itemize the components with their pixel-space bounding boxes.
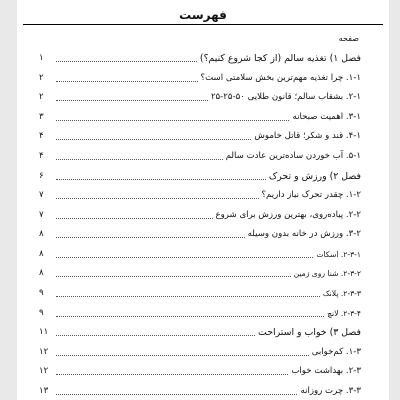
- toc-subsection-row: [39, 307, 361, 319]
- toc-section-row: [39, 72, 361, 84]
- toc-section-row: [39, 111, 361, 123]
- toc-page-number: ۸: [39, 248, 44, 259]
- toc-page-number: ۷: [39, 209, 44, 220]
- toc-chapter-row: [39, 52, 361, 64]
- toc-page-number: ۳: [39, 111, 44, 122]
- toc-entry-label: ۱-۲. چقدر تحرک نیاز داریم؟: [261, 190, 361, 201]
- toc-section-row: [39, 189, 361, 201]
- toc-page-number: ۱۳: [39, 386, 49, 396]
- toc-page-number: ۷: [39, 190, 44, 201]
- toc-page-number: ۴: [39, 131, 44, 142]
- dot-leader: [56, 394, 297, 395]
- toc-entry-label: ۳-۲. ورزش در خانه بدون وسیله: [247, 229, 361, 240]
- toc-section-row: [39, 365, 361, 377]
- toc-page-number: ۴: [39, 150, 44, 161]
- toc-title: فهرست: [179, 8, 227, 22]
- toc-page-number: ۸: [39, 229, 44, 240]
- dot-leader: [56, 81, 198, 82]
- toc-chapter-row: [39, 170, 361, 182]
- toc-page-number: ۱: [39, 53, 44, 63]
- toc-section-row: [39, 346, 361, 358]
- dot-leader: [56, 198, 259, 199]
- toc-entry-label: ۵-۱. آب خوردن ساده‌ترین عادت سالم: [225, 150, 361, 161]
- toc-entry-label: فصل ۳) خواب و استراحت: [257, 327, 361, 339]
- toc-section-row: [39, 228, 361, 240]
- dot-leader: [56, 218, 213, 219]
- toc-subsection-row: [39, 267, 361, 279]
- toc-entry-label: ۲-۳-۲. شنا روی زمین: [293, 269, 361, 279]
- toc-entry-label: ۲-۲. پیاده‌روی، بهترین ورزش برای شروع: [215, 209, 361, 220]
- toc-entry-label: ۴-۱. قند و شکر؛ قاتل خاموش: [254, 131, 361, 142]
- dot-leader: [56, 179, 266, 180]
- dot-leader: [56, 237, 245, 238]
- toc-entry-label: ۳-۳. چرت روزانه: [300, 386, 361, 396]
- document-page: [17, 0, 389, 400]
- toc-entry-label: فصل ۲) ورزش و تحرک: [268, 170, 361, 182]
- toc-page-number: ۲: [39, 72, 44, 83]
- toc-entry-label: ۲-۱. بشقاب سالم؛ قانون طلایی ۵۰-۲۵-۲۵: [210, 92, 361, 103]
- toc-page-number: ۸: [39, 268, 44, 279]
- toc-entry-label: ۱-۱. چرا تغذیه مهم‌ترین بخش سلامتی است؟: [200, 72, 361, 83]
- toc-subsection-row: [39, 248, 361, 260]
- toc-subsection-row: [39, 287, 361, 299]
- dot-leader: [56, 100, 208, 101]
- dot-leader: [56, 276, 291, 277]
- toc-page-number: ۱۲: [39, 346, 49, 357]
- toc-chapter-row: [39, 326, 361, 338]
- toc-entry-label: ۲-۳-۱. اسکات: [316, 249, 361, 259]
- toc-section-row: [39, 130, 361, 142]
- toc-page-number: ۶: [39, 170, 44, 181]
- toc-entry-label: فصل ۱) تغذیه سالم (از کجا شروع کنیم؟): [199, 53, 361, 64]
- toc-section-row: [39, 91, 361, 103]
- title-divider: [23, 24, 383, 25]
- toc-entry-label: ۲-۳-۳. پلانک: [322, 289, 361, 299]
- toc-entry-label: ۲-۳-۴. لانچ: [327, 308, 361, 318]
- dot-leader: [56, 296, 320, 297]
- dot-leader: [56, 139, 251, 140]
- dot-leader: [56, 61, 197, 62]
- toc-entry-label: ۲-۳. بهداشت خواب: [291, 366, 361, 377]
- toc-section-row: [39, 209, 361, 221]
- dot-leader: [56, 374, 288, 375]
- toc-entry-label: ۳-۱. اهمیت صبحانه: [292, 111, 361, 122]
- dot-leader: [56, 120, 289, 121]
- dot-leader: [56, 159, 223, 160]
- toc-page-number: ۹: [39, 307, 44, 318]
- toc-page-number: ۱۱: [39, 327, 49, 338]
- toc-page-number: ۲: [39, 92, 44, 103]
- toc-page-number: ۱۲: [39, 366, 49, 377]
- page-column-header: صفحه: [338, 34, 359, 43]
- dot-leader: [56, 355, 309, 356]
- toc-entry-label: ۱-۳. کم‌خوابی: [311, 346, 361, 357]
- dot-leader: [56, 335, 255, 336]
- toc-section-row: [39, 150, 361, 162]
- dot-leader: [56, 257, 313, 258]
- toc-page-number: ۹: [39, 288, 44, 299]
- dot-leader: [56, 316, 324, 317]
- toc-section-row: [39, 385, 361, 397]
